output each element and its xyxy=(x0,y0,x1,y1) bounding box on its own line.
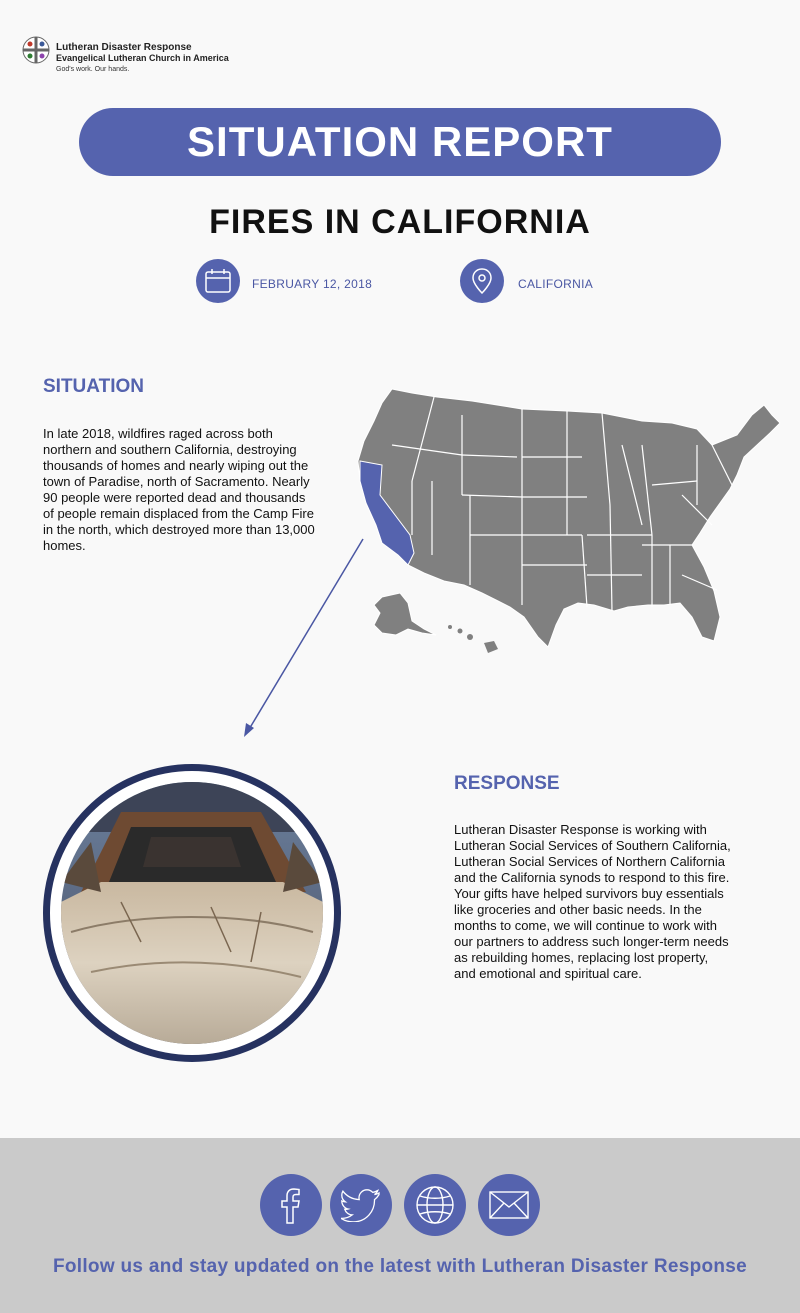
text-line: like groceries and other basic needs. In the xyxy=(454,902,702,917)
elca-cross-icon xyxy=(22,36,50,64)
facebook-icon[interactable] xyxy=(260,1174,322,1236)
text-line: Lutheran Social Services of Northern California xyxy=(454,854,725,869)
org-name: Lutheran Disaster Response xyxy=(56,42,192,53)
church-name: Evangelical Lutheran Church in America xyxy=(56,53,229,63)
arrow-connector xyxy=(240,535,370,740)
text-line: our partners to address such longer-term needs xyxy=(454,934,729,949)
globe-icon[interactable] xyxy=(404,1174,466,1236)
text-line: 90 people were reported dead and thousands xyxy=(43,490,306,505)
text-line: as rebuilding homes, replacing lost property, xyxy=(454,950,709,965)
text-line: and the California synods to respond to this fire. xyxy=(454,870,730,885)
org-logo xyxy=(22,36,229,75)
text-line: of people remain displaced from the Camp Fire xyxy=(43,506,314,521)
text-line: Your gifts have helped survivors buy essentials xyxy=(454,886,724,901)
footer-follow-text: Follow us and stay updated on the latest with Lutheran Disaster Response xyxy=(52,1256,748,1277)
text-line: in the north, which destroyed more than 13,000 xyxy=(43,522,315,537)
text-line: In late 2018, wildfires raged across both xyxy=(43,426,273,441)
text-line: Lutheran Disaster Response is working with xyxy=(454,822,707,837)
us-map xyxy=(352,385,787,660)
us-mainland xyxy=(358,389,780,647)
text-line: months to come, we will continue to work with xyxy=(454,918,717,933)
text-line: town of Paradise, north of Sacramento. Nearly xyxy=(43,474,310,489)
response-heading: RESPONSE xyxy=(454,773,560,794)
text-line: northern and southern California, destroying xyxy=(43,442,297,457)
report-date: FEBRUARY 12, 2018 xyxy=(252,277,373,291)
mail-icon[interactable] xyxy=(478,1174,540,1236)
twitter-icon[interactable] xyxy=(330,1174,392,1236)
hawaii-state xyxy=(448,625,498,653)
situation-heading: SITUATION xyxy=(43,376,144,397)
report-title: FIRES IN CALIFORNIA xyxy=(209,203,591,241)
footer xyxy=(0,1138,800,1313)
burned-car-photo xyxy=(61,782,323,1044)
burned-car-photo-frame xyxy=(43,764,341,1062)
calendar-icon xyxy=(196,259,240,303)
banner-title: SITUATION REPORT xyxy=(187,118,613,165)
location-pin-icon xyxy=(460,259,504,303)
report-location: CALIFORNIA xyxy=(518,277,594,291)
org-tagline: God's work. Our hands. xyxy=(56,66,130,73)
text-line: and emotional and spiritual care. xyxy=(454,966,642,981)
text-line: Lutheran Social Services of Southern California, xyxy=(454,838,731,853)
report-banner xyxy=(79,108,721,176)
text-line: homes. xyxy=(43,538,86,553)
response-text xyxy=(454,822,764,982)
text-line: thousands of homes and nearly wiping out the xyxy=(43,458,309,473)
alaska-state xyxy=(374,593,436,635)
